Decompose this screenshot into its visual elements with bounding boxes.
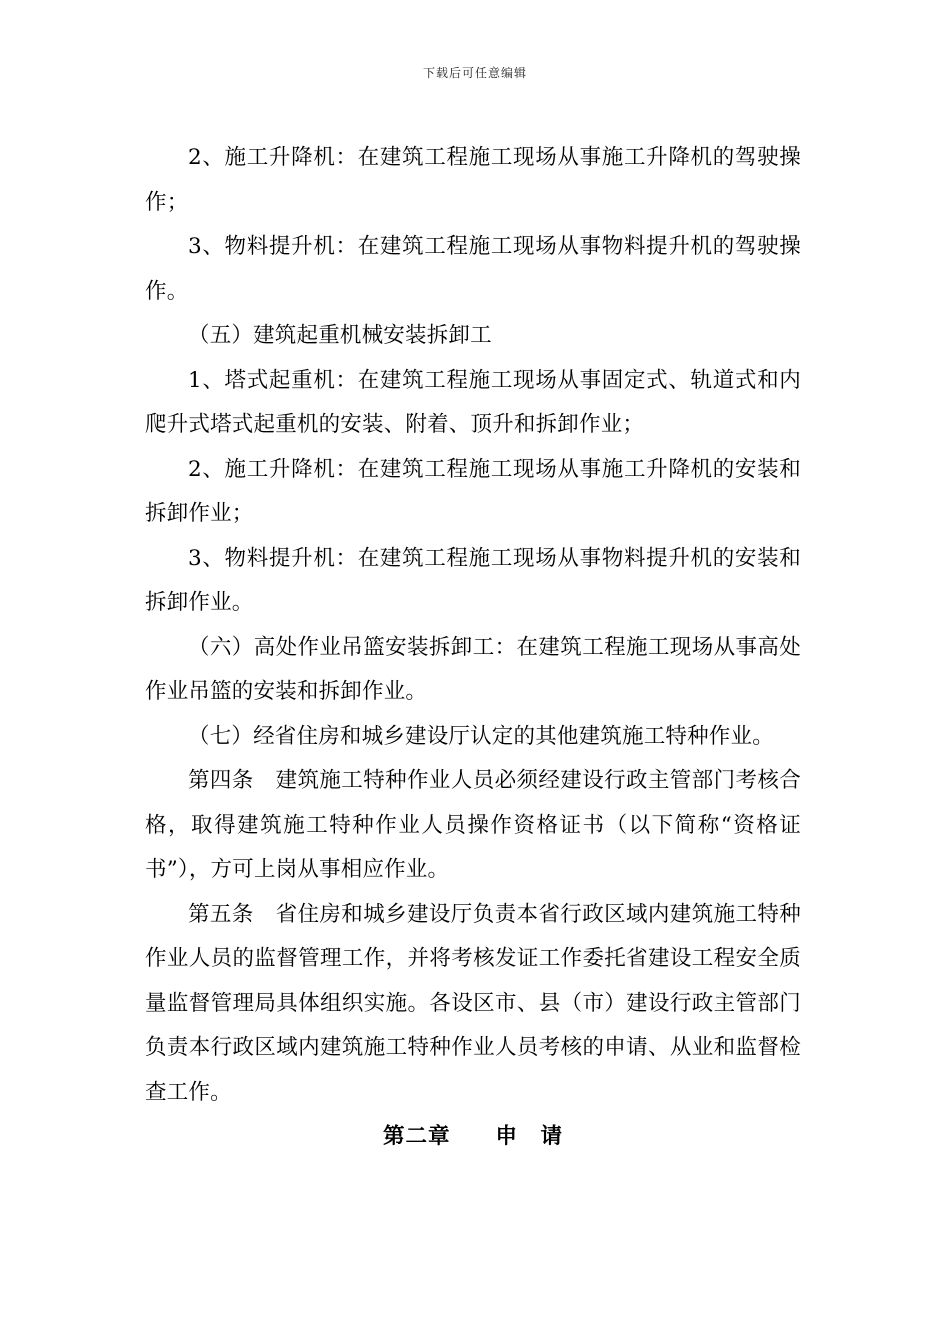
page-header-note: 下载后可任意编辑 (422, 66, 527, 80)
document-body (145, 136, 801, 1160)
paragraph-item-3-hoist-operation: 3、物料提升机：在建筑工程施工现场从事物料提升机的驾驶操作。 (145, 234, 801, 304)
paragraph-item-1-tower-crane: 1、塔式起重机：在建筑工程施工现场从事固定式、轨道式和内爬升式塔式起重机的安装、附着、顶升和拆卸作业； (145, 367, 801, 437)
paragraph-section-7-other: （七）经省住房和城乡建设厅认定的其他建筑施工特种作业。 (188, 723, 774, 749)
chapter-heading: 第二章 申 请 (382, 1124, 563, 1149)
paragraph-item-2-elevator-install: 2、施工升降机：在建筑工程施工现场从事施工升降机的安装和拆卸作业； (145, 456, 801, 526)
paragraph-item-2-elevator-operation: 2、施工升降机：在建筑工程施工现场从事施工升降机的驾驶操作； (145, 145, 801, 215)
paragraph-article-4: 第四条 建筑施工特种作业人员必须经建设行政主管部门考核合格，取得建筑施工特种作业人员操作资格证书（以下简称“资格证书”），方可上岗从事相应作业。 (145, 768, 801, 882)
paragraph-article-5: 第五条 省住房和城乡建设厅负责本省行政区域内建筑施工特种作业人员的监督管理工作，并将考核发证工作委托省建设工程安全质量监督管理局具体组织实施。各设区市、县（市）建设行政主管部门负责本行政区域内建筑施工特种作业人员考核的申请、从业和监督检查工作。 (145, 901, 801, 1105)
paragraph-section-6-gondola: （六）高处作业吊篮安装拆卸工：在建筑工程施工现场从事高处作业吊篮的安装和拆卸作业。 (145, 634, 801, 704)
paragraph-item-3-hoist-install: 3、物料提升机：在建筑工程施工现场从事物料提升机的安装和拆卸作业。 (145, 545, 801, 615)
paragraph-section-5-heading: （五）建筑起重机械安装拆卸工 (188, 323, 492, 348)
